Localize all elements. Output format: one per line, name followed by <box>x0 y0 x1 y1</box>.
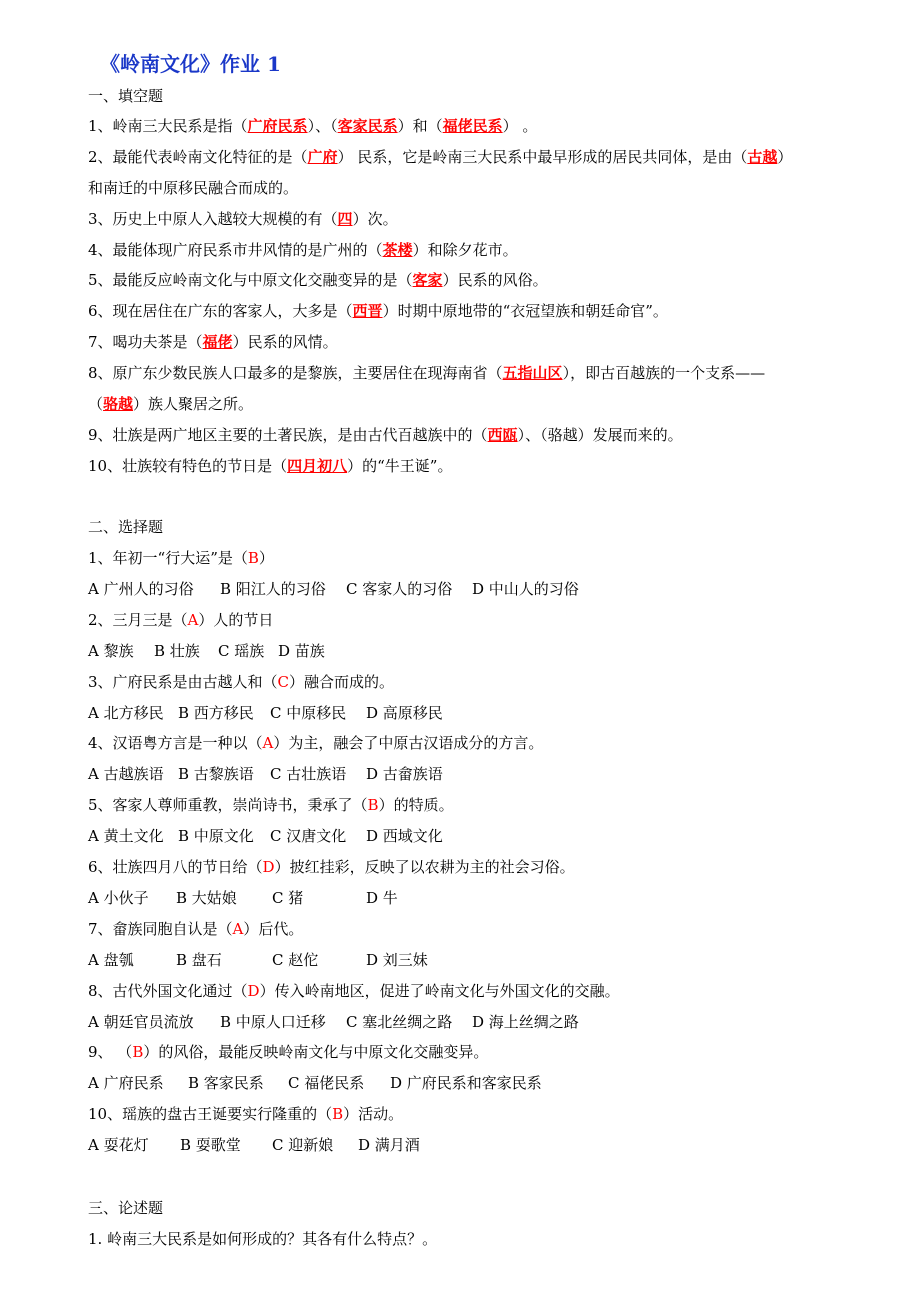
q-text: 10、瑶族的盘古王诞要实行隆重的（ <box>88 1105 333 1123</box>
q-text: 4、汉语粤方言是一种以（ <box>88 734 263 752</box>
q-text: ）和除夕花市。 <box>412 241 518 259</box>
fill-q7 <box>88 332 338 352</box>
q-text: ）后代。 <box>243 920 304 938</box>
q-text: ）、（ <box>307 117 338 135</box>
q-text: 10、壮族较有特色的节日是（ <box>88 457 288 475</box>
answer: 四 <box>337 210 353 228</box>
answer: B <box>332 1105 344 1123</box>
q-text: 6、现在居住在广东的客家人，大多是（ <box>88 302 353 320</box>
answer: 西瓯 <box>487 426 518 444</box>
mcq-option: C 汉唐文化 <box>270 827 347 845</box>
mcq-question <box>88 610 273 630</box>
q-text: 5、客家人尊师重教，崇尚诗书，秉承了（ <box>88 796 368 814</box>
mcq-option: D 古畲族语 <box>366 765 443 783</box>
fill-q6 <box>88 301 668 321</box>
q-text: 2、最能代表岭南文化特征的是（ <box>88 148 308 166</box>
fill-q9 <box>88 425 683 445</box>
mcq-option: A 广府民系 <box>88 1074 164 1092</box>
answer: 广府 <box>307 148 338 166</box>
mcq-option: A 盘瓠 <box>88 951 134 969</box>
mcq-option: B 大姑娘 <box>176 889 237 907</box>
q-text: 4、最能体现广府民系市井风情的是广州的（ <box>88 241 383 259</box>
q-text: ），即古百越族的一个支系—— <box>562 364 766 382</box>
q-text: ） 。 <box>502 117 538 135</box>
mcq-question <box>88 548 274 568</box>
answer: B <box>132 1043 144 1061</box>
answer: 四月初八 <box>287 457 348 475</box>
q-text: ）的特质。 <box>378 796 454 814</box>
q-text: ）融合而成的。 <box>289 673 395 691</box>
q-text: ） 民系，它是岭南三大民系中最早形成的居民共同体，是由（ <box>337 148 748 166</box>
mcq-option: B 盘石 <box>176 951 222 969</box>
mcq-option: B 西方移民 <box>178 704 254 722</box>
q-text: 3、广府民系是由古越人和（ <box>88 673 278 691</box>
mcq-option: D 牛 <box>366 889 398 907</box>
mcq-option: A 北方移民 <box>88 704 164 722</box>
q-text: 8、古代外国文化通过（ <box>88 982 248 1000</box>
mcq-question <box>88 733 543 753</box>
q-text: （ <box>88 395 104 413</box>
mcq-option: D 西域文化 <box>366 827 443 845</box>
mcq-option: B 客家民系 <box>188 1074 264 1092</box>
fill-q8-line2 <box>88 394 253 414</box>
mcq-option: B 中原文化 <box>178 827 254 845</box>
mcq-option: B 阳江人的习俗 <box>220 580 326 598</box>
answer: D <box>262 858 275 876</box>
mcq-option: A 黄土文化 <box>88 827 164 845</box>
mcq-option: A 小伙子 <box>88 889 149 907</box>
q-text: ）为主，融会了中原古汉语成分的方言。 <box>273 734 544 752</box>
mcq-question <box>88 857 575 877</box>
answer: B <box>247 549 259 567</box>
answer: D <box>247 982 260 1000</box>
q-text: 3、历史上中原人入越较大规模的有（ <box>88 210 338 228</box>
q-text: 6、壮族四月八的节日给（ <box>88 858 263 876</box>
mcq-option: D 广府民系和客家民系 <box>390 1074 542 1092</box>
mcq-option: D 苗族 <box>278 642 325 660</box>
q-text: 1、年初一“行大运”是（ <box>88 549 248 567</box>
mcq-option: B 中原人口迁移 <box>220 1013 326 1031</box>
mcq-option: C 中原移民 <box>270 704 347 722</box>
mcq-question <box>88 981 620 1001</box>
answer: C <box>277 673 290 691</box>
q-text: ）披红挂彩，反映了以农耕为主的社会习俗。 <box>274 858 575 876</box>
essay-q1: 1. 岭南三大民系是如何形成的？其各有什么特点？。 <box>88 1230 438 1248</box>
q-text: 1、岭南三大民系是指（ <box>88 117 248 135</box>
mcq-option: D 刘三妹 <box>366 951 428 969</box>
mcq-option: D 高原移民 <box>366 704 443 722</box>
mcq-option: C 福佬民系 <box>288 1074 365 1092</box>
mcq-question <box>88 672 394 692</box>
fill-q5 <box>88 270 548 290</box>
mcq-option: C 迎新娘 <box>272 1136 334 1154</box>
fill-q2-line2: 和南迁的中原移民融合而成的。 <box>88 179 299 197</box>
q-text: ）和（ <box>397 117 443 135</box>
answer: 广府民系 <box>247 117 308 135</box>
answer: 茶楼 <box>382 241 413 259</box>
section1-heading: 一、填空题 <box>88 87 164 105</box>
mcq-question <box>88 795 454 815</box>
answer: 西晋 <box>352 302 383 320</box>
q-text: 5、最能反应岭南文化与中原文化交融变异的是（ <box>88 271 413 289</box>
mcq-option: A 朝廷官员流放 <box>88 1013 194 1031</box>
fill-q8 <box>88 363 765 383</box>
answer: A <box>187 611 199 629</box>
answer: A <box>262 734 274 752</box>
mcq-option: C 客家人的习俗 <box>346 580 453 598</box>
mcq-option: A 耍花灯 <box>88 1136 149 1154</box>
q-text: 9、 （ <box>88 1043 133 1061</box>
answer: 古越 <box>747 148 778 166</box>
q-text: ）族人聚居之所。 <box>133 395 254 413</box>
q-text: ）的“牛王诞”。 <box>347 457 453 475</box>
q-text: ） <box>777 148 793 166</box>
mcq-option: B 耍歌堂 <box>180 1136 241 1154</box>
fill-q4 <box>88 240 518 260</box>
mcq-option: C 塞北丝绸之路 <box>346 1013 453 1031</box>
q-text: ）活动。 <box>343 1105 404 1123</box>
mcq-option: C 猪 <box>272 889 304 907</box>
fill-q1 <box>88 116 537 136</box>
answer: 五指山区 <box>502 364 563 382</box>
answer: 骆越 <box>103 395 134 413</box>
answer: 客家 <box>412 271 443 289</box>
section2-heading: 二、选择题 <box>88 518 164 536</box>
fill-q2 <box>88 147 792 167</box>
q-text: 7、畲族同胞自认是（ <box>88 920 233 938</box>
mcq-option: A 黎族 <box>88 642 134 660</box>
mcq-option: A 古越族语 <box>88 765 164 783</box>
q-text: 2、三月三是（ <box>88 611 188 629</box>
q-text: ）人的节日 <box>198 611 274 629</box>
mcq-option: C 古壮族语 <box>270 765 347 783</box>
mcq-option: C 瑶族 <box>218 642 265 660</box>
mcq-option: D 中山人的习俗 <box>472 580 579 598</box>
answer: 福佬民系 <box>442 117 503 135</box>
q-text: ）传入岭南地区，促进了岭南文化与外国文化的交融。 <box>259 982 620 1000</box>
mcq-option: D 海上丝绸之路 <box>472 1013 579 1031</box>
q-text: ）次。 <box>352 210 398 228</box>
q-text: ） <box>258 549 274 567</box>
q-text: 8、原广东少数民族人口最多的是黎族，主要居住在现海南省（ <box>88 364 503 382</box>
fill-q3 <box>88 209 398 229</box>
q-text: 9、壮族是两广地区主要的土著民族，是由古代百越族中的（ <box>88 426 488 444</box>
mcq-option: B 古黎族语 <box>178 765 254 783</box>
q-text: ）、（骆越）发展而来的。 <box>517 426 683 444</box>
mcq-question <box>88 919 303 939</box>
answer: 福佬 <box>202 333 233 351</box>
mcq-option: C 赵佗 <box>272 951 319 969</box>
q-text: ）的风俗，最能反映岭南文化与中原文化交融变异。 <box>143 1043 489 1061</box>
mcq-option: B 壮族 <box>154 642 200 660</box>
mcq-question <box>88 1042 488 1062</box>
mcq-option: A 广州人的习俗 <box>88 580 194 598</box>
section3-heading: 三、论述题 <box>88 1199 164 1217</box>
q-text: ）时期中原地带的“衣冠望族和朝廷命官”。 <box>382 302 668 320</box>
answer: 客家民系 <box>337 117 398 135</box>
q-text: ）民系的风俗。 <box>442 271 548 289</box>
q-text: 7、喝功夫茶是（ <box>88 333 203 351</box>
q-text: ）民系的风情。 <box>232 333 338 351</box>
mcq-question <box>88 1104 403 1124</box>
answer: A <box>232 920 244 938</box>
document-title: 《岭南文化》作业 1 <box>100 52 281 76</box>
mcq-option: D 满月酒 <box>358 1136 420 1154</box>
fill-q10 <box>88 456 452 476</box>
answer: B <box>367 796 379 814</box>
